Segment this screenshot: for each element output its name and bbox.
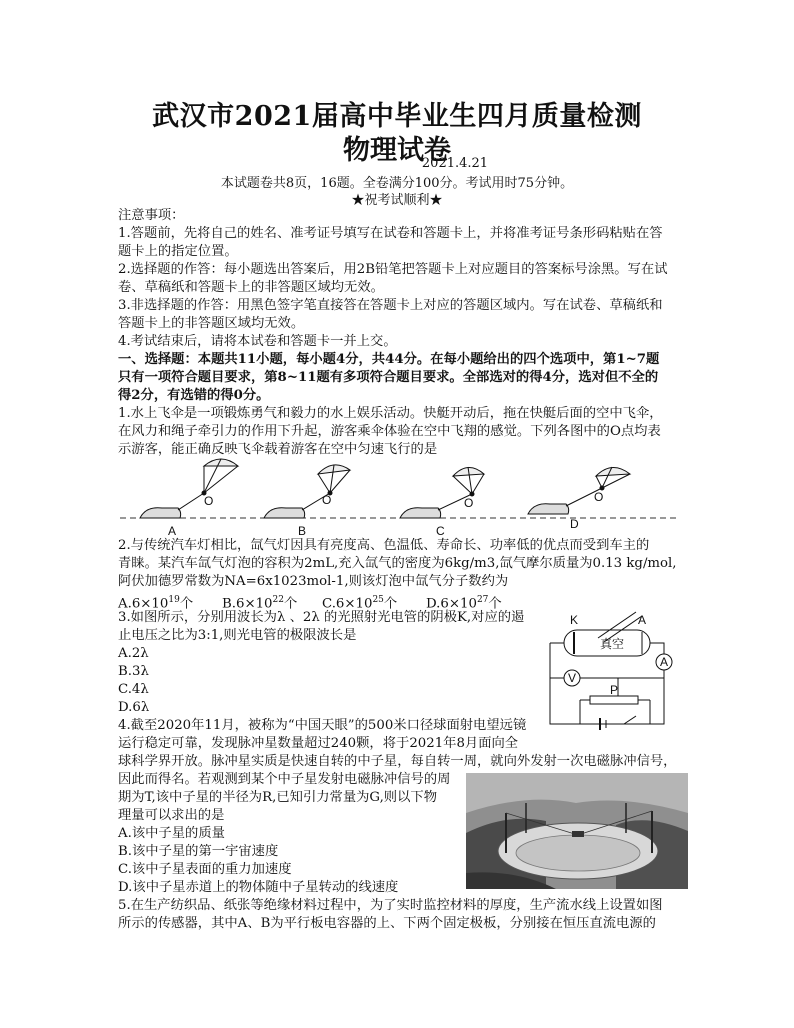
q4-option-a: A.该中子星的质量 xyxy=(118,826,225,841)
option-label: C xyxy=(436,524,445,538)
q5-stem: 所示的传感器，其中A、B为平行板电容器的上、下两个固定极板，分别接在恒压直流电源的 xyxy=(118,916,656,931)
q3-circuit-diagram xyxy=(540,610,680,740)
option-label: D xyxy=(570,517,579,531)
note-line: 答题卡上的非答题区域均无效。 xyxy=(118,316,305,331)
q1-stem: 在风力和绳子牵引力的作用下升起，游客乘伞体验在空中飞翔的感觉。下列各图中的O点均表 xyxy=(118,424,661,439)
q5-stem: 5.在生产纺织品、纸张等绝缘材料过程中，为了实时监控材料的厚度，生产流水线上设置如图 xyxy=(118,898,663,913)
exam-subtitle: 物理试卷 xyxy=(343,135,451,166)
q2-option-b: $B.6\times 10^{22}$个 xyxy=(222,595,298,612)
q3-option-d: D.6λ xyxy=(118,700,150,715)
point-label: O xyxy=(464,496,474,510)
q1-stem: 示游客，能正确反映飞伞载着游客在空中匀速飞行的是 xyxy=(118,442,438,457)
note-line: 3.非选择题的作答：用黑色签字笔直接答在答题卡上对应的答题区域内。写在试卷、草稿纸和 xyxy=(118,298,663,313)
q4-stem: 理量可以求出的是 xyxy=(118,808,225,823)
note-line: 卷、草稿纸和答题卡上的非答题区域均无效。 xyxy=(118,280,384,295)
section-instruction: 得2分，有选错的得0分。 xyxy=(118,388,270,403)
notes-heading: 注意事项： xyxy=(118,208,185,223)
q1-stem: 1.水上飞伞是一项锻炼勇气和毅力的水上娱乐活动。快艇开动后，拖在快艇后面的空中飞伞， xyxy=(118,406,663,421)
note-line: 1.答题前，先将自己的姓名、准考证号填写在试卷和答题卡上，并将准考证号条形码粘贴在答 xyxy=(118,226,663,241)
exam-wish: ★祝考试顺利★ xyxy=(351,193,443,208)
voltmeter-label: V xyxy=(568,671,577,685)
parasail-option-c xyxy=(400,467,484,538)
q3-option-a: A.2λ xyxy=(118,646,149,661)
q4-stem: 运行稳定可靠，发现脉冲星数量超过240颗，将于2021年8月面向全 xyxy=(118,736,519,751)
point-label: O xyxy=(322,493,332,507)
q2-stem: 阿伏加德罗常数为NA=6x1023mol-1,则该灯泡中氙气分子数约为 xyxy=(118,574,509,589)
q3-stem: 止电压之比为3:1,则光电管的极限波长是 xyxy=(118,628,357,643)
cathode-label: K xyxy=(570,613,579,627)
q4-stem: 球科学界开放。脉冲星实质是快速自转的中子星，每自转一周，就向外发射一次电磁脉冲信号， xyxy=(118,754,677,769)
ammeter-label: A xyxy=(660,655,669,669)
q4-option-b: B.该中子星的第一宇宙速度 xyxy=(118,844,279,859)
q2-stem: 2.与传统汽车灯相比，氙气灯因具有亮度高、色温低、寿命长、功率低的优点而受到车主的 xyxy=(118,538,650,553)
q2-option-d: $D.6\times 10^{27}$个 xyxy=(426,595,502,612)
q4-option-c: C.该中子星表面的重力加速度 xyxy=(118,862,292,877)
anode-label: A xyxy=(638,613,647,627)
q1-figure xyxy=(118,456,678,538)
q4-stem: 4.截至2020年11月，被称为“中国天眼”的500米口径球面射电望远镜 xyxy=(118,718,527,733)
point-label: O xyxy=(204,494,214,508)
q2-stem: 青睐。某汽车氙气灯泡的容积为2mL,充入氙气的密度为6kg/m3,氙气摩尔质量为0.13 kg/mol, xyxy=(118,556,677,571)
parasail-option-d xyxy=(528,467,630,531)
parasail-option-b xyxy=(264,465,350,538)
q3-option-b: B.3λ xyxy=(118,664,149,679)
exam-info: 本试题卷共8页，16题。全卷满分100分。考试用时75分钟。 xyxy=(220,176,574,191)
q4-stem: 因此而得名。若观测到某个中子星发射电磁脉冲信号的周 xyxy=(118,772,451,787)
note-line: 题卡上的指定位置。 xyxy=(118,244,238,259)
option-label: B xyxy=(298,524,307,538)
q3-stem: 3.如图所示，分别用波长为λ 、2λ 的光照射光电管的阴极K,对应的遏 xyxy=(118,610,525,625)
q2-option-a: $A.6\times 10^{19}$个 xyxy=(118,595,194,612)
q4-option-d: D.该中子星赤道上的物体随中子星转动的线速度 xyxy=(118,880,399,895)
rheostat-icon xyxy=(590,696,638,704)
option-label: A xyxy=(168,524,177,538)
section-instruction: 一、选择题：本题共11小题，每小题4分，共44分。在每小题给出的四个选项中，第1~7题 xyxy=(118,352,660,367)
slider-label: P xyxy=(610,683,619,697)
fast-telescope-photo xyxy=(466,773,688,889)
vacuum-label: 真空 xyxy=(600,637,625,651)
note-line: 4.考试结束后，请将本试卷和答题卡一并上交。 xyxy=(118,334,397,349)
exam-date: 2021.4.21 xyxy=(421,156,489,171)
parasail-option-a xyxy=(140,459,238,538)
note-line: 2.选择题的作答：每小题选出答案后，用2B铅笔把答题卡上对应题目的答案标号涂黑。写在试 xyxy=(118,262,668,277)
switch-icon xyxy=(624,716,636,724)
q4-stem: 期为T,该中子星的半径为R,已知引力常量为G,则以下物 xyxy=(118,790,437,805)
section-instruction: 只有一项符合题目要求，第8~11题有多项符合题目要求。全部选对的得4分，选对但不全的 xyxy=(118,370,659,385)
point-label: O xyxy=(594,490,604,504)
exam-title: 武汉市2021届高中毕业生四月质量检测 xyxy=(152,101,642,132)
q2-option-c: $C.6\times 10^{25}$个 xyxy=(322,595,398,612)
q3-option-c: C.4λ xyxy=(118,682,149,697)
